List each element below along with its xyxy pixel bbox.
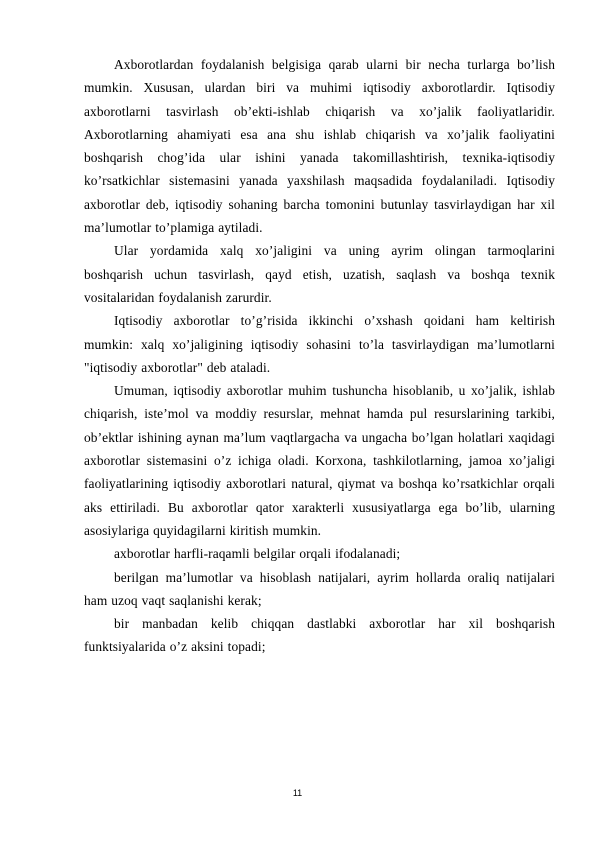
paragraph: Ular yordamida xalq xo’jaligini va uning ayrim olingan tarmoqlarini boshqarish uchun tasvirlash, qayd etish, uzatish, saqlash va boshqa texnik vositalaridan foydalanish zarurdir. [84, 243, 555, 305]
list-item: axborotlar harfli-raqamli belgilar orqali ifodalanadi; [114, 546, 401, 562]
paragraph: Iqtisodiy axborotlar to’g’risida ikkinchi o’xshash qoidani ham keltirish mumkin: xalq xo’jaligining iqtisodiy sohasini to’la tasvirlaydigan ma’lumotlarni "iqtisodiy axborotlar" deb ataladi. [84, 313, 555, 375]
page-body [84, 53, 555, 659]
paragraph: Umuman, iqtisodiy axborotlar muhim tushuncha hisoblanib, u xo’jalik, ishlab chiqarish, iste’mol va moddiy resurslar, mehnat hamda pul resurslarining tarkibi, ob’ektlar ishining aynan ma’lum vaqtlargacha va ungacha bo’lgan holatlari xaqidagi axborotlar sistemasini o’z ichiga oladi. Korxona, tashkilotlarning, jamoa xo’jaligi faoliyatlarining iqtisodiy axborotlari natural, qiymat va boshqa ko’rsatkichlar orqali aks ettiriladi. Bu axborotlar qator xarakterli xususiyatlarga ega bo’lib, ularning asosiylariga quyidagilarni kiritish mumkin. [84, 383, 555, 538]
list-item: bir manbadan kelib chiqqan dastlabki axborotlar har xil boshqarish funktsiyalarida o’z aksini topadi; [84, 616, 555, 655]
list-item: berilgan ma’lumotlar va hisoblash natijalari, ayrim hollarda oraliq natijalari ham uzoq vaqt saqlanishi kerak; [84, 569, 555, 608]
paragraph: Axborotlardan foydalanish belgisiga qarab ularni bir necha turlarga bo’lish mumkin. Xususan, ulardan biri va muhimi iqtisodiy axborotlardir. Iqtisodiy axborotlarni tasvirlash ob’ekti-ishlab chiqarish va xo’jalik faoliyatlaridir. Axborotlarning ahamiyati esa ana shu ishlab chiqarish va xo’jalik faoliyatini boshqarish chog’ida ular ishini yanada takomillashtirish, texnika-iqtisodiy ko’rsatkichlar sistemasini yanada yaxshilash maqsadida foydalaniladi. Iqtisodiy axborotlar deb, iqtisodiy sohaning barcha tomonini butunlay tasvirlaydigan har xil ma’lumotlar to’plamiga aytiladi. [84, 57, 555, 236]
page-number: 11 [292, 788, 303, 798]
